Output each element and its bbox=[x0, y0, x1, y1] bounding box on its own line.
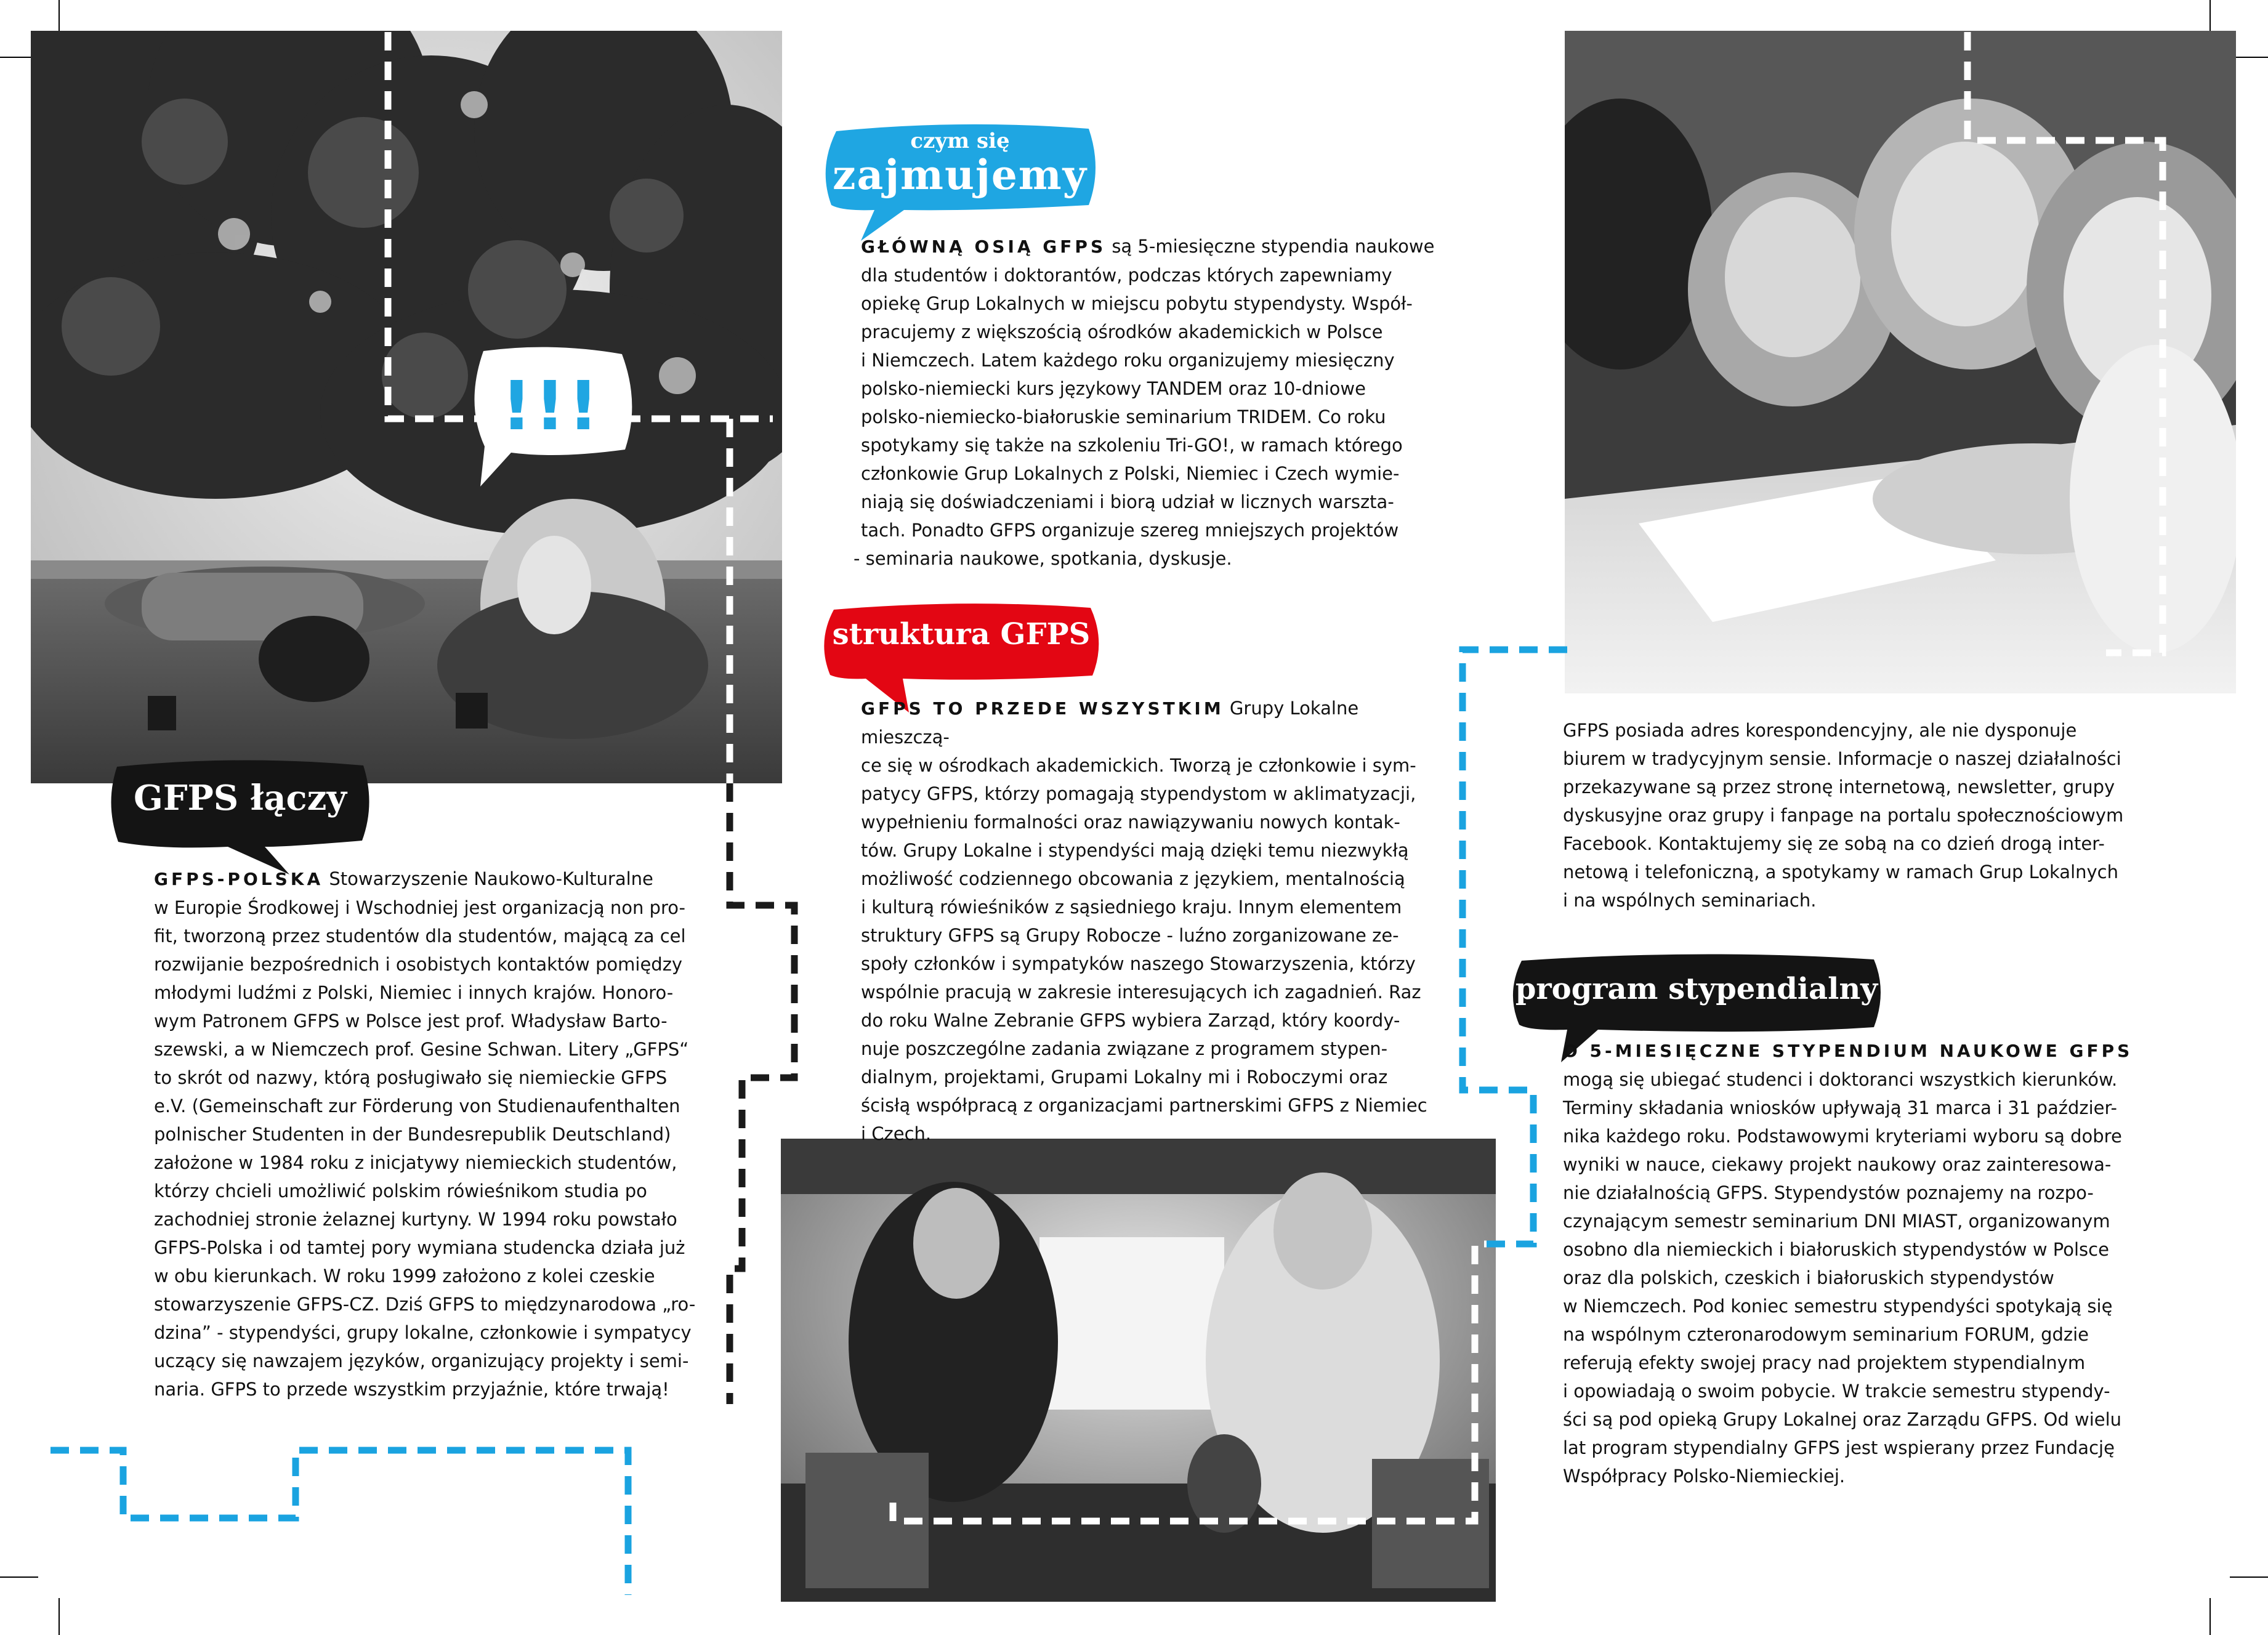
text-line: biurem w tradycyjnym sensie. Informacje o naszej działalności bbox=[1563, 748, 2121, 769]
text-line: i opowiadają o swoim pobycie. W trakcie semestru stypendy- bbox=[1563, 1381, 2110, 1402]
text-zajmujemy bbox=[854, 232, 1440, 573]
text-line: wym Patronem GFPS w Polsce jest prof. Władysław Barto- bbox=[154, 1011, 668, 1031]
text-line: oraz dla polskich, czeskich i białoruskich stypendystów bbox=[1563, 1267, 2054, 1288]
text-line: - seminaria naukowe, spotkania, dyskusje. bbox=[854, 548, 1232, 569]
title-struktura: struktura GFPS bbox=[832, 617, 1091, 652]
text-line: którzy chcieli umożliwić polskim rówieśnikom studia po bbox=[154, 1181, 647, 1201]
text-line bbox=[1563, 1036, 2222, 1065]
text-line: Facebook. Kontaktujemy się ze sobą na co dzień drogą inter- bbox=[1563, 833, 2105, 854]
lead-przede-wszystkim: GFPS TO PRZEDE WSZYSTKIM bbox=[861, 698, 1224, 719]
text-line: referują efekty swojej pracy nad projektem stypendialnym bbox=[1563, 1352, 2086, 1373]
text-line: ce się w ośrodkach akademickich. Tworzą je członkowie i sym- bbox=[861, 755, 1416, 776]
text-line: tach. Ponadto GFPS organizuje szereg mniejszych projektów bbox=[861, 520, 1399, 541]
text-line: tów. Grupy Lokalne i stypendyści mają dzięki temu niezwykłą bbox=[861, 840, 1409, 861]
text-line: są 5-miesięczne stypendia naukowe bbox=[1106, 236, 1435, 257]
text-line: nuje poszczególne zadania związane z programem stypen- bbox=[861, 1038, 1388, 1059]
text-gfps-polska bbox=[154, 865, 708, 1403]
text-line: fit, tworzoną przez studentów dla studentów, mającą za cel bbox=[154, 926, 686, 947]
text-line: Terminy składania wniosków upływają 31 marca i 31 paździer- bbox=[1563, 1097, 2118, 1118]
title-zajmujemy: zajmujemy bbox=[833, 151, 1088, 199]
text-line: Grupy Lokalne mieszczą- bbox=[861, 698, 1359, 748]
text-line: i Niemczech. Latem każdego roku organizujemy miesięczny bbox=[861, 350, 1395, 371]
text-line: przekazywane są przez stronę internetową, newsletter, grupy bbox=[1563, 777, 2115, 797]
text-line: wspólnie pracują w zakresie interesujących ich zagadnień. Raz bbox=[861, 982, 1421, 1003]
text-line: ści są pod opieką Grupy Lokalnej oraz Zarządu GFPS. Od wielu bbox=[1563, 1409, 2122, 1430]
text-line: GFPS posiada adres korespondencyjny, ale nie dysponuje bbox=[1563, 720, 2077, 741]
text-program bbox=[1563, 1036, 2222, 1490]
text-line: na wspólnym czteronarodowym seminarium FORUM, gdzie bbox=[1563, 1324, 2089, 1345]
text-line: osobno dla niemieckich i białoruskich stypendystów w Polsce bbox=[1563, 1239, 2109, 1260]
lead-stypendium: O 5-MIESIĘCZNE STYPENDIUM NAUKOWE GFPS bbox=[1563, 1041, 2133, 1061]
title-bubble-zajmujemy bbox=[818, 119, 1102, 242]
text-line: dyskusyjne oraz grupy i fanpage na portalu społecznościowym bbox=[1563, 805, 2124, 826]
text-line: w obu kierunkach. W roku 1999 założono z kolei czeskie bbox=[154, 1266, 655, 1286]
text-line: niają się doświadczeniami i biorą udział w licznych warszta- bbox=[861, 491, 1394, 512]
text-line: polnischer Studenten in der Bundesrepublik Deutschland) bbox=[154, 1124, 671, 1145]
text-line: rozwijanie bezpośrednich i osobistych kontaktów pomiędzy bbox=[154, 954, 683, 975]
text-line bbox=[154, 865, 708, 894]
text-line: zachodniej stronie żelaznej kurtyny. W 1994 roku powstało bbox=[154, 1209, 677, 1230]
text-line: młodymi ludźmi z Polski, Niemiec i innych krajów. Honoro- bbox=[154, 982, 674, 1003]
text-line: stowarzyszenie GFPS-CZ. Dziś GFPS to międzynarodowa „ro- bbox=[154, 1294, 696, 1315]
text-line: polsko-niemiecko-białoruskie seminarium TRIDEM. Co roku bbox=[861, 406, 1386, 427]
text-line: dzina” - stypendyści, grupy lokalne, członkowie i sympatycy bbox=[154, 1322, 692, 1343]
text-line: i Czech. bbox=[861, 1123, 932, 1144]
text-line: Współpracy Polsko-Niemieckiej. bbox=[1563, 1466, 1846, 1487]
text-line: e.V. (Gemeinschaft zur Förderung von Studienaufenthalten bbox=[154, 1096, 680, 1116]
text-line: do roku Walne Zebranie GFPS wybiera Zarząd, który koordy- bbox=[861, 1010, 1400, 1031]
text-line: Stowarzyszenie Naukowo-Kulturalne bbox=[323, 868, 653, 889]
text-line: opiekę Grup Lokalnych w miejscu pobytu stypendysty. Współ- bbox=[861, 293, 1413, 314]
text-struktura bbox=[861, 694, 1440, 1148]
text-line: w Europie Środkowej i Wschodniej jest organizacją non pro- bbox=[154, 897, 685, 918]
text-line: GFPS-Polska i od tamtej pory wymiana studencka działa już bbox=[154, 1237, 685, 1258]
text-line: społy członków i sympatyków naszego Stowarzyszenia, którzy bbox=[861, 953, 1416, 974]
text-line: spotykamy się także na szkoleniu Tri-GO!, w ramach którego bbox=[861, 435, 1403, 456]
lead-gfps-polska: GFPS-POLSKA bbox=[154, 869, 324, 889]
text-line bbox=[861, 694, 1440, 751]
text-line: pracujemy z większością ośrodków akademickich w Polsce bbox=[861, 321, 1383, 342]
text-line: naria. GFPS to przede wszystkim przyjaźnie, które trwają! bbox=[154, 1379, 669, 1400]
text-line: i na wspólnych seminariach. bbox=[1563, 890, 1817, 911]
text-contact bbox=[1563, 716, 2209, 914]
text-line: uczący się nawzajem języków, organizujący projekty i semi- bbox=[154, 1350, 689, 1371]
text-line: struktury GFPS są Grupy Robocze - luźno zorganizowane ze- bbox=[861, 925, 1399, 946]
lead-glowna-os: GŁÓWNĄ OSIĄ GFPS bbox=[861, 236, 1107, 257]
text-line: lat program stypendialny GFPS jest wspierany przez Fundację bbox=[1563, 1437, 2115, 1458]
text-line: ścisłą współpracą z organizacjami partnerskimi GFPS z Niemiec bbox=[861, 1095, 1427, 1116]
text-line: nika każdego roku. Podstawowymi kryteriami wyboru są dobre bbox=[1563, 1126, 2122, 1147]
text-line: to skrót od nazwy, którą posługiwało się niemieckie GFPS bbox=[154, 1067, 668, 1088]
text-line: polsko-niemiecki kurs językowy TANDEM oraz 10-dniowe bbox=[861, 378, 1366, 399]
exclamation-text: !!! bbox=[501, 366, 602, 445]
text-line: patycy GFPS, którzy pomagają stypendystom w aklimatyzacji, bbox=[861, 783, 1416, 804]
text-line: założone w 1984 roku z inicjatywy niemieckich studentów, bbox=[154, 1152, 677, 1173]
title-bubble-gfps-laczy bbox=[105, 754, 376, 878]
text-line: wyniki w nauce, ciekawy projekt naukowy oraz zainteresowa- bbox=[1563, 1154, 2112, 1175]
text-line: szewski, a w Niemczech prof. Gesine Schwan. Litery „GFPS“ bbox=[154, 1039, 689, 1060]
text-line: netową i telefoniczną, a spotykamy w ramach Grup Lokalnych bbox=[1563, 862, 2119, 882]
text-line: i kulturą rówieśników z sąsiedniego kraju. Innym elementem bbox=[861, 897, 1402, 918]
text-line: mogą się ubiegać studenci i doktoranci wszystkich kierunków. bbox=[1563, 1069, 2118, 1090]
title-zajmujemy-small: czym się bbox=[910, 129, 1010, 153]
text-line: czynającym semestr seminarium DNI MIAST, organizowanym bbox=[1563, 1211, 2110, 1232]
text-line: wypełnieniu formalności oraz nawiązywaniu nowych kontak- bbox=[861, 812, 1400, 833]
text-line: dialnym, projektami, Grupami Lokalny mi i Roboczymi oraz bbox=[861, 1067, 1388, 1088]
exclamation-bubble bbox=[459, 342, 644, 490]
text-line bbox=[861, 232, 1440, 261]
text-line: w Niemczech. Pod koniec semestru stypendyści spotykają się bbox=[1563, 1296, 2113, 1317]
text-line: dla studentów i doktorantów, podczas których zapewniamy bbox=[861, 265, 1392, 286]
text-line: członkowie Grup Lokalnych z Polski, Niemiec i Czech wymie- bbox=[861, 463, 1400, 484]
text-line: nie działalnością GFPS. Stypendystów poznajemy na rozpo- bbox=[1563, 1182, 2094, 1203]
text-line: możliwość codziennego obcowania z językiem, mentalnością bbox=[861, 868, 1405, 889]
title-program: program stypendialny bbox=[1515, 972, 1878, 1006]
title-gfps-laczy: GFPS łączy bbox=[134, 778, 347, 818]
